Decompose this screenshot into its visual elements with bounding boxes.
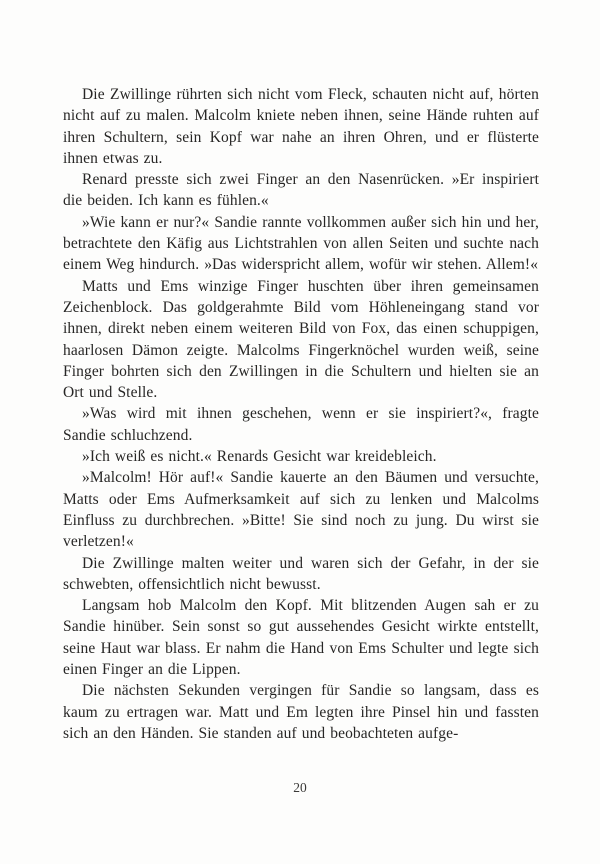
paragraph: »Was wird mit ihnen geschehen, wenn er sie inspiriert?«, fragte Sandie schluchzend. [63,405,539,444]
paragraph: Matts und Ems winzige Finger huschten über ihren gemeinsamen Zeichenblock. Das goldgerahmte Bild vom Höhleneingang stand vor ihnen, direkt neben einem weiteren Bild von Fox, das einen schuppigen, haarlosen Dämon zeigte. Malcolms Fingerknöchel wurden weiß, seine Finger bohrten sich den Zwillingen in die Schultern und hielten sie an Ort und Stelle. [63,277,539,402]
paragraph: »Ich weiß es nicht.« Renards Gesicht war kreidebleich. [82,448,437,466]
paragraph: Renard presste sich zwei Finger an den Nasenrücken. »Er inspiriert die beiden. Ich kann es fühlen.« [63,171,539,210]
paragraph: Die nächsten Sekunden vergingen für Sandie so langsam, dass es kaum zu ertragen war. Matt und Em legten ihre Pinsel hin und fassten sich an den Händen. Sie standen auf und beobachteten aufge- [63,682,539,742]
paragraph: »Wie kann er nur?« Sandie rannte vollkommen außer sich hin und her, betrachtete den Käfig aus Lichtstrahlen von allen Seiten und suchte nach einem Weg hindurch. »Das widerspricht allem, wofür wir stehen. Allem!« [63,213,539,274]
paragraph: Langsam hob Malcolm den Kopf. Mit blitzenden Augen sah er zu Sandie hinüber. Sein sonst so gut aussehendes Gesicht wirkte entstellt, seine Haut war blass. Er nahm die Hand von Ems Schulter und legte sich einen Finger an die Lippen. [63,597,539,679]
body-text [63,84,539,744]
paragraph: »Malcolm! Hör auf!« Sandie kauerte an den Bäumen und versuchte, Matts oder Ems Aufmerksamkeit auf sich zu lenken und Malcolms Einfluss zu durchbrechen. »Bitte! Sie sind noch zu jung. Du wirst sie verletzen!« [63,469,539,551]
page-number: 20 [293,780,307,795]
paragraph: Die Zwillinge malten weiter und waren sich der Gefahr, in der sie schwebten, offensichtlich nicht bewusst. [63,554,539,593]
paragraph: Die Zwillinge rührten sich nicht vom Fleck, schauten nicht auf, hörten nicht auf zu malen. Malcolm kniete neben ihnen, seine Hände ruhten auf ihren Schultern, sein Kopf war nahe an ihren Ohren, und er flüsterte ihnen etwas zu. [63,86,539,167]
